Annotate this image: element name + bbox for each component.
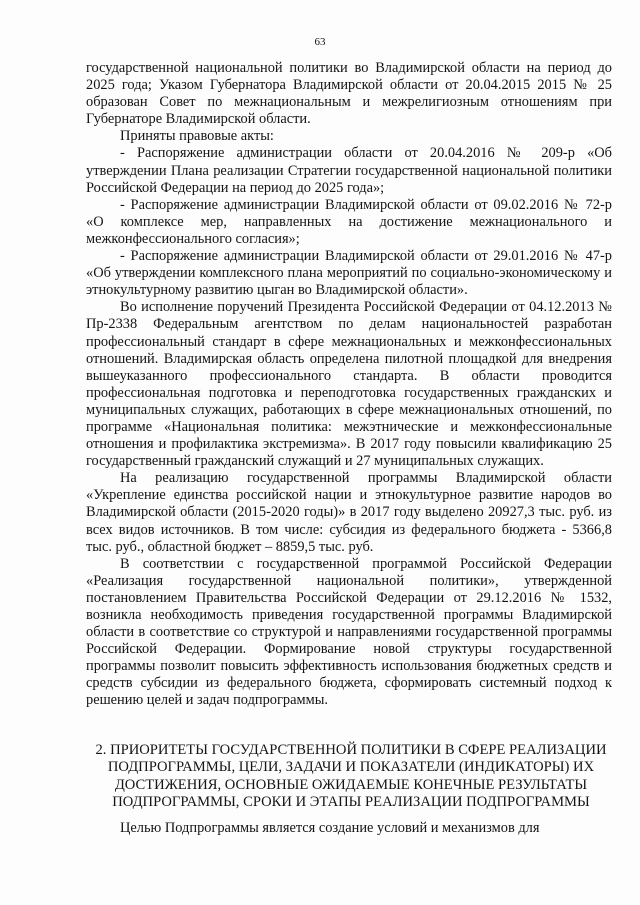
- paragraph-program-funding: На реализацию государственной программы Владимирской области «Укрепление единства российской нации и этнокультурное развитие народов во Владимирской области (2015-2020 годы)» в 2017 году выделено 20927,3 тыс. руб. из всех видов источников. В том числе: субсидия из федерального бюджета - 5366,8 тыс. руб., областной бюджет – 8859,5 тыс. руб.: [86, 470, 612, 555]
- heading-line: ДОСТИЖЕНИЯ, ОСНОВНЫЕ ОЖИДАЕМЫЕ КОНЕЧНЫЕ РЕЗУЛЬТАТЫ: [114, 776, 588, 793]
- paragraph-order-47: - Распоряжение администрации Владимирской области от 29.01.2016 № 47-р «Об утверждении комплексного плана мероприятий по социально-экономическому и этнокультурному развитию цыган во Владимирской области».: [86, 248, 612, 299]
- paragraph-legal-acts-intro: Приняты правовые акты:: [120, 128, 274, 145]
- paragraph-president-orders: Во исполнение поручений Президента Российской Федерации от 04.12.2013 № Пр-2338 Федеральным агентством по делам национальностей разработан профессиональный стандарт в сфере межнациональных и межконфессиональных отношений. Владимирская область определена пилотной площадкой для внедрения вышеуказанного профессионального стандарта. В области проводится профессиональная подготовка и переподготовка государственных гражданских и муниципальных служащих, работающих в сфере межнациональных отношений, по программе «Национальная политика: межэтнические и межконфессиональные отношения и профилактика экстремизма». В 2017 году повысили квалификацию 25 государственный гражданский служащий и 27 муниципальных служащих.: [86, 299, 612, 470]
- page-number: 63: [314, 36, 326, 48]
- paragraph-order-72: - Распоряжение администрации Владимирской области от 09.02.2016 № 72-р «О комплексе мер, направленных на достижение межнационального и межконфессионального согласия»;: [86, 196, 612, 247]
- heading-line: ПОДПРОГРАММЫ, ЦЕЛИ, ЗАДАЧИ И ПОКАЗАТЕЛИ (ИНДИКАТОРЫ) ИХ: [107, 759, 595, 776]
- heading-line: ПОДПРОГРАММЫ, СРОКИ И ЭТАПЫ РЕАЛИЗАЦИИ ПОДПРОГРАММЫ: [112, 794, 590, 811]
- section-body: [86, 820, 612, 837]
- document-body: [86, 60, 612, 710]
- paragraph-order-209: - Распоряжение администрации области от 20.04.2016 № 209-р «Об утверждении Плана реализации Стратегии государственной национальной политики Российской Федерации на период до 2025 года»;: [86, 145, 612, 196]
- paragraph-goal: Целью Подпрограммы является создание условий и механизмов для: [120, 820, 540, 836]
- paragraph-federal-program: В соответствии с государственной программой Российской Федерации «Реализация государственной национальной политики», утвержденной постановлением Правительства Российской Федерации от 29.12.2016 № 1532, возникла необходимость приведения государственной программы Владимирской области в соответствие со структурой и направлениями государственной программы Российской Федерации. Формирование новой структуры государственной программы позволит повысить эффективность использования бюджетных средств и средств субсидии из федерального бюджета, сформировать системный подход к решению целей и задач подпрограммы.: [86, 555, 612, 709]
- section-heading: [86, 742, 616, 812]
- paragraph-intro: государственной национальной политики во Владимирской области на период до 2025 года; Указом Губернатора Владимирской области от 20.04.2015 2015 № 25 образован Совет по межнациональным и межрелигиозным отношениям при Губернаторе Владимирской области.: [86, 60, 612, 128]
- heading-line: 2. ПРИОРИТЕТЫ ГОСУДАРСТВЕННОЙ ПОЛИТИКИ В СФЕРЕ РЕАЛИЗАЦИИ: [95, 742, 607, 758]
